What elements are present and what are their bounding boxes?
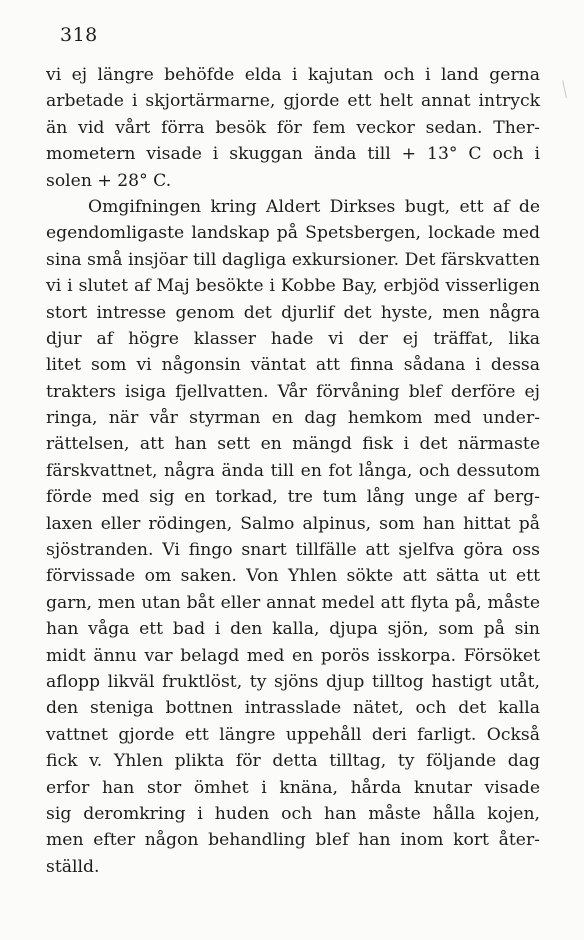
text-line: mometern visade i skuggan ända till + 13° C och i	[46, 144, 540, 165]
text-line: djur af högre klasser hade vi der ej träffat, lika	[46, 328, 540, 349]
text-line: rättelsen, att han sett en mängd fisk i det närmaste	[46, 434, 540, 455]
page-number: 318	[60, 24, 98, 46]
text-line: färskvattnet, några ända till en fot långa, och dessutom	[46, 460, 540, 481]
paragraph-2	[46, 194, 540, 880]
text-line: solen + 28° C.	[46, 170, 172, 191]
text-line: stort intresse genom det djurlif det hyste, men några	[46, 302, 540, 323]
text-line: sig deromkring i huden och han måste hålla kojen,	[46, 803, 540, 824]
text-line: arbetade i skjortärmarne, gjorde ett helt annat intryck	[46, 91, 540, 112]
text-line: han våga ett bad i den kalla, djupa sjön, som på sin	[46, 619, 540, 640]
text-line: vattnet gjorde ett längre uppehåll deri farligt. Också	[46, 724, 540, 745]
text-line: Omgifningen kring Aldert Dirkses bugt, ett af de	[88, 196, 540, 217]
text-line: ringa, när vår styrman en dag hemkom med under-	[46, 408, 540, 429]
text-line: förvissade om saken. Von Yhlen sökte att sätta ut ett	[46, 566, 540, 587]
text-line: laxen eller rödingen, Salmo alpinus, som han hittat på	[46, 513, 540, 534]
text-line: vi ej längre behöfde elda i kajutan och i land gerna	[46, 65, 540, 85]
text-line: förde med sig en torkad, tre tum lång unge af berg-	[46, 487, 540, 508]
text-line: aflopp likväl fruktlöst, ty sjöns djup tilltog hastigt utåt,	[46, 671, 540, 692]
text-line: midt ännu var belagd med en porös isskorpa. Försöket	[46, 645, 540, 666]
paragraph-1	[46, 62, 540, 194]
text-line: garn, men utan båt eller annat medel att flyta på, måste	[46, 592, 540, 613]
text-line: än vid vårt förra besök för fem veckor sedan. Ther-	[46, 117, 540, 138]
text-line: erfor han stor ömhet i knäna, hårda knutar visade	[46, 777, 540, 798]
text-line: fick v. Yhlen plikta för detta tilltag, ty följande dag	[46, 751, 540, 772]
body-text	[46, 62, 540, 880]
text-line: den steniga bottnen intrasslade nätet, och det kalla	[46, 698, 540, 719]
text-line: men efter någon behandling blef han inom kort åter-	[46, 830, 540, 851]
text-line: vi i slutet af Maj besökte i Kobbe Bay, erbjöd visserligen	[46, 276, 540, 297]
text-line: litet som vi någonsin väntat att finna sådana i dessa	[46, 355, 540, 376]
text-line: sina små insjöar till dagliga exkursioner. Det färskvatten	[46, 249, 540, 270]
margin-mark	[562, 80, 569, 98]
text-line: trakters isiga fjellvatten. Vår förvåning blef derföre ej	[46, 381, 540, 402]
text-line: sjöstranden. Vi fingo snart tillfälle att sjelfva göra oss	[46, 540, 540, 561]
text-line: ställd.	[46, 856, 100, 877]
text-line: egendomligaste landskap på Spetsbergen, lockade med	[46, 223, 540, 244]
